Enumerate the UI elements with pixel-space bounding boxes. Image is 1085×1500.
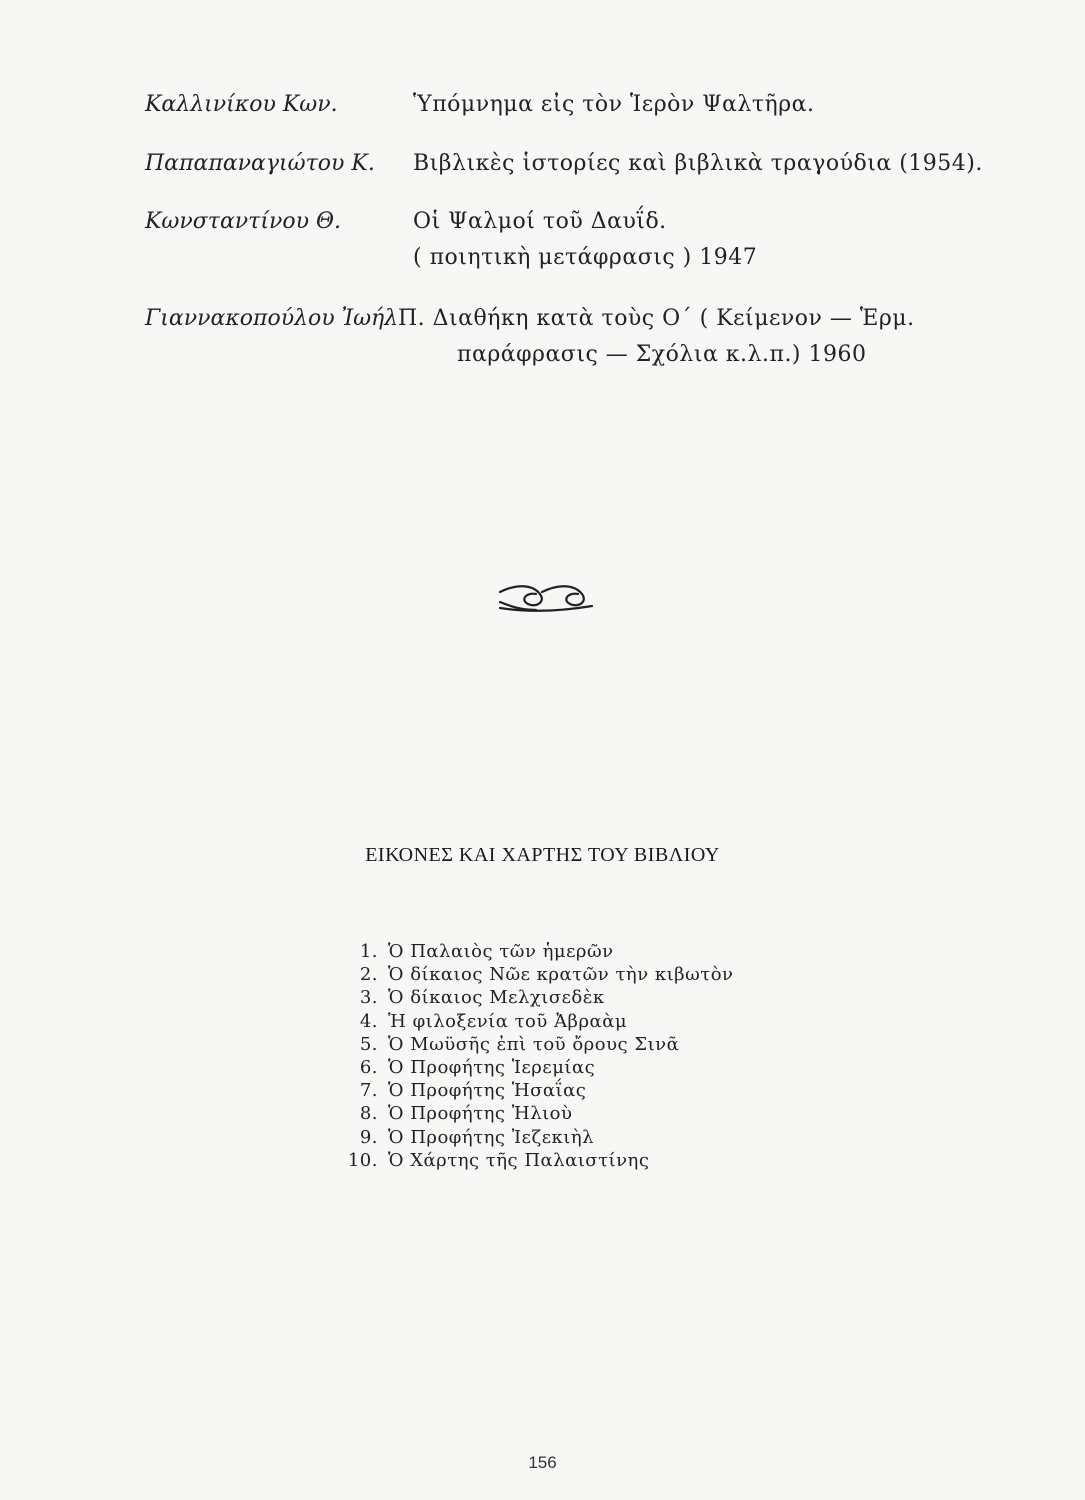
figure-title: Ὁ δίκαιος Νῶε κρατῶν τὴν κιβωτὸν [388,964,734,986]
list-item [340,1126,940,1149]
figure-number: 6. [359,1057,378,1079]
bibliography-author: Κωνσταντίνου Θ. [145,209,341,234]
figure-list [340,940,940,1172]
list-item [340,1079,940,1102]
figure-title: Ὁ Προφήτης Ἡσαΐας [388,1080,587,1102]
figure-number: 7. [359,1080,378,1102]
figure-title: Ὁ Μωϋσῆς ἐπὶ τοῦ ὄρους Σινᾶ [388,1033,680,1055]
list-item [340,1102,940,1125]
figure-number: 2. [359,964,378,986]
bibliography-work: Π. Διαθήκη κατὰ τοὺς Ο΄ ( Κείμενον — Ἑρμ. [398,306,915,331]
list-item [340,1056,940,1079]
list-item [340,940,940,963]
figure-number: 8. [359,1103,378,1125]
bibliography-author: Παπαπαναγιώτου Κ. [145,151,375,176]
figure-title: Ἡ φιλοξενία τοῦ Ἀβραὰμ [388,1010,628,1032]
page-number: 156 [528,1453,557,1472]
figure-number: 10. [347,1149,378,1171]
bibliography-author: Γιαννακοπούλου Ἰωήλ [145,306,399,331]
figure-title: Ὁ Προφήτης Ἰεζεκιὴλ [388,1126,595,1148]
list-item [340,1033,940,1056]
list-item [340,986,940,1009]
bibliography-work-continuation: παράφρασις — Σχόλια κ.λ.π.) 1960 [457,342,867,367]
figure-title: Ὁ Προφήτης Ἠλιοὺ [388,1103,573,1125]
bibliography-author: Καλλινίκου Κων. [145,92,338,117]
figure-title: Ὁ Προφήτης Ἱερεμίας [388,1057,596,1079]
list-item [340,1010,940,1033]
ornament-icon [496,582,596,616]
figure-number: 1. [359,941,378,962]
figure-title: Ὁ Παλαιὸς τῶν ἡμερῶν [388,941,614,962]
figure-number: 9. [359,1126,378,1148]
figure-title: Ὁ Χάρτης τῆς Παλαιστίνης [388,1149,650,1171]
figure-number: 3. [359,987,378,1009]
bibliography-work: Βιβλικὲς ἱστορίες καὶ βιβλικὰ τραγούδια (1954). [413,151,983,176]
bibliography-work-continuation: ( ποιητικὴ μετάφρασις ) 1947 [413,245,758,270]
bibliography-work: Οἱ Ψαλμοί τοῦ Δαυΐδ. [413,209,667,234]
list-item [340,963,940,986]
figure-title: Ὁ δίκαιος Μελχισεδὲκ [388,987,605,1009]
figure-number: 4. [359,1010,378,1032]
bibliography-work: Ὑπόμνημα εἰς τὸν Ἱερὸν Ψαλτῆρα. [413,92,815,117]
figure-number: 5. [359,1033,378,1055]
section-title: ΕΙΚΟΝΕΣ ΚΑΙ ΧΑΡΤΗΣ ΤΟΥ ΒΙΒΛΙΟΥ [365,844,720,866]
list-item [340,1149,940,1172]
